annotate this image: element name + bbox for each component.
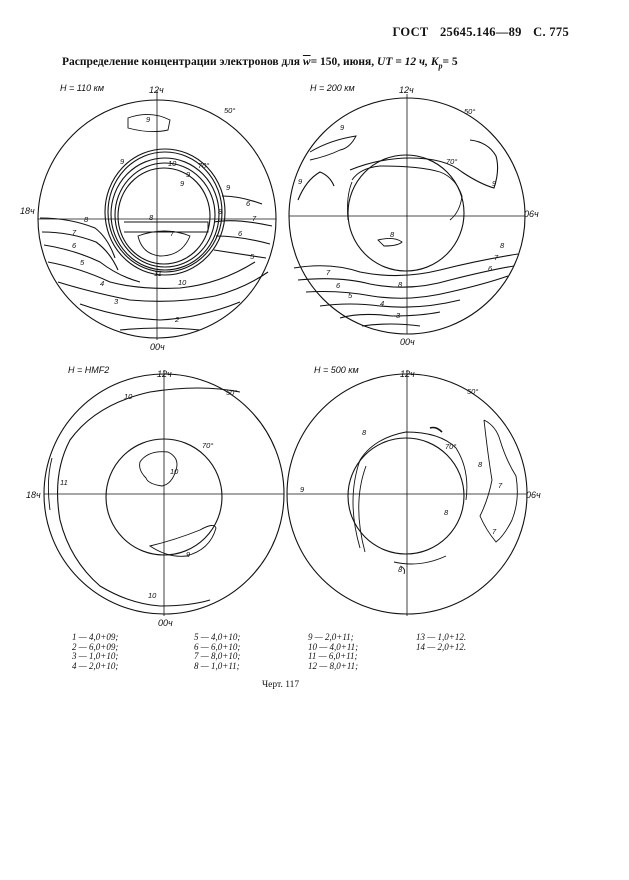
panel-2-contour-label: 7 xyxy=(326,268,331,277)
panel-2-bottom-label: 00ч xyxy=(400,337,415,347)
panel-4-lat-inner: 70° xyxy=(445,442,457,451)
panel-4-contour-label: 7 xyxy=(498,481,503,490)
legend-item: 7 — 8,0+10; xyxy=(194,651,241,661)
legend-item: 5 — 4,0+10; xyxy=(194,632,241,642)
panel-2-contour-label: 6 xyxy=(336,281,341,290)
panel-2-contour-label: 9 xyxy=(298,177,303,186)
panel-1-contour-label: 9 xyxy=(120,157,125,166)
panel-1-bottom-label: 00ч xyxy=(150,342,165,352)
panel-4-lat-outer: 50° xyxy=(467,387,479,396)
panel-4-contour-label: 8 xyxy=(362,428,367,437)
legend-item: 1 — 4,0+09; xyxy=(72,632,119,642)
panel-2-contour-label: 9 xyxy=(492,179,497,188)
panel-2-lat-inner: 70° xyxy=(446,157,458,166)
panel-1-lat-outer: 50° xyxy=(224,106,236,115)
panel-2-contour-label: 4 xyxy=(380,299,385,308)
panel-3-bottom-label: 00ч xyxy=(158,618,173,628)
panel-2-lat-outer: 50° xyxy=(464,107,476,116)
panel-1-contour-label: 5 xyxy=(250,252,255,261)
panel-3-left-label: 18ч xyxy=(26,490,41,500)
title-w: $\overline{w}$ xyxy=(302,56,311,68)
panel-3-contour-label: 9 xyxy=(186,550,191,559)
panel-3-top-label: 12ч xyxy=(157,369,172,379)
legend-column xyxy=(72,633,118,671)
legend-item: 4 — 2,0+10; xyxy=(72,660,119,671)
panel-3-contour-label: 10 xyxy=(170,467,179,476)
title-kp-sub: p xyxy=(438,61,443,71)
panel-1-contour-label: 7 xyxy=(72,228,77,237)
panel-2 xyxy=(289,94,525,334)
panel-2-top-label: 12ч xyxy=(399,85,414,95)
panel-1-contour-label: 9 xyxy=(146,115,151,124)
panel-1-contour-label: 2 xyxy=(175,315,180,324)
legend-item: 8 — 1,0+11; xyxy=(194,660,240,671)
legend-item: 13 — 1,0+12. xyxy=(416,632,467,642)
panel-1-contour-label: 6 xyxy=(238,229,243,238)
panel-4-contour-label: 7 xyxy=(492,527,497,536)
panel-1-contour-label: 5 xyxy=(80,258,85,267)
panel-3-contour-label: 11 xyxy=(60,478,68,487)
legend-item: 9 — 2,0+11; xyxy=(308,632,354,642)
panel-1-contour-label: 3 xyxy=(114,297,119,306)
panel-4-contour-label: 8 xyxy=(478,460,483,469)
panel-3-contour-label: 10 xyxy=(148,591,157,600)
panel-2-contour-label: 8 xyxy=(398,280,403,289)
panel-4-right-label: 06ч xyxy=(526,490,541,500)
panel-3 xyxy=(44,370,284,616)
title-ut: UT = 12 ч, xyxy=(377,56,428,68)
panel-2-contour-label: 8 xyxy=(390,230,395,239)
legend-item: 12 — 8,0+11; xyxy=(308,660,359,671)
title-rest: = 150, июня, xyxy=(310,56,375,68)
panel-1-contour-label: 7 xyxy=(170,229,175,238)
title-kp-val: = 5 xyxy=(442,56,458,68)
panel-2-contour-label: 6 xyxy=(488,264,493,273)
panel-1-lat-inner: 70° xyxy=(198,161,210,170)
panel-3-height-label: H = HMF2 xyxy=(68,365,110,375)
panel-1-top-label: 12ч xyxy=(149,85,164,95)
panel-4-contour-label: 8 xyxy=(444,508,449,517)
panel-4-top-label: 12ч xyxy=(400,369,415,379)
panel-4-contour-label: 9 xyxy=(300,485,305,494)
panel-1-left-label: 18ч xyxy=(20,206,35,216)
panel-4 xyxy=(287,370,527,616)
header-page: С. 775 xyxy=(533,25,569,39)
legend-column xyxy=(416,633,466,652)
panel-1-contour-label: 6 xyxy=(72,241,77,250)
panel-1-contour-label: 9 xyxy=(226,183,231,192)
panel-4-inner-circle xyxy=(348,438,464,554)
panel-1-contour-label: 4 xyxy=(100,279,105,288)
panel-2-contour-label: 8 xyxy=(500,241,505,250)
panel-1-contour-label: 7 xyxy=(252,214,257,223)
panel-1-contour-label: 10 xyxy=(178,278,187,287)
legend-item: 3 — 1,0+10; xyxy=(72,651,119,661)
panel-2-contour-label: 7 xyxy=(494,253,499,262)
panel-3-contour-label: 10 xyxy=(124,392,133,401)
panel-1-contour-label: 9 xyxy=(186,170,191,179)
legend-item: 6 — 6,0+10; xyxy=(194,641,241,652)
panel-2-contour-label: 3 xyxy=(396,311,401,320)
panel-1-contour-label: 9 xyxy=(180,179,185,188)
panel-1-height-label: H = 110 км xyxy=(60,83,105,93)
panel-1-contour-label: 8 xyxy=(218,207,223,216)
panel-2-inner-circle xyxy=(348,155,464,271)
panel-1-contour-label: 10 xyxy=(168,159,177,168)
legend-column xyxy=(194,633,240,671)
figure-caption: Черт. 117 xyxy=(262,680,300,690)
panel-4-height-label: H = 500 км xyxy=(314,365,359,375)
legend-item: 11 — 6,0+11; xyxy=(308,651,358,661)
title-prefix: Распределение концентрации электронов для xyxy=(62,56,301,68)
legend-item: 14 — 2,0+12. xyxy=(416,641,467,652)
title-kp: K xyxy=(430,56,439,68)
panel-1-contour-label: 8 xyxy=(84,215,89,224)
panel-2-contour-label: 9 xyxy=(340,123,345,132)
header-number: 25645.146—89 xyxy=(440,25,522,39)
panel-1-contour-label: 6 xyxy=(246,199,251,208)
panel-2-height-label: H = 200 км xyxy=(310,83,355,93)
header-standard: ГОСТ xyxy=(392,25,429,39)
panel-1-contour-label: 11 xyxy=(154,269,162,278)
panel-1-contour-label: 8 xyxy=(149,213,154,222)
panel-1 xyxy=(38,90,276,340)
panel-2-right-label: 06ч xyxy=(524,209,539,219)
legend-column xyxy=(308,633,358,671)
legend-item: 10 — 4,0+11; xyxy=(308,641,359,652)
panel-3-lat-outer: 50° xyxy=(226,388,238,397)
panel-3-lat-inner: 70° xyxy=(202,441,214,450)
legend-item: 2 — 6,0+09; xyxy=(72,641,119,652)
panel-4-contour-label: 8 xyxy=(398,565,403,574)
panel-4-labels xyxy=(300,365,541,574)
panel-2-contour-label: 5 xyxy=(348,291,353,300)
